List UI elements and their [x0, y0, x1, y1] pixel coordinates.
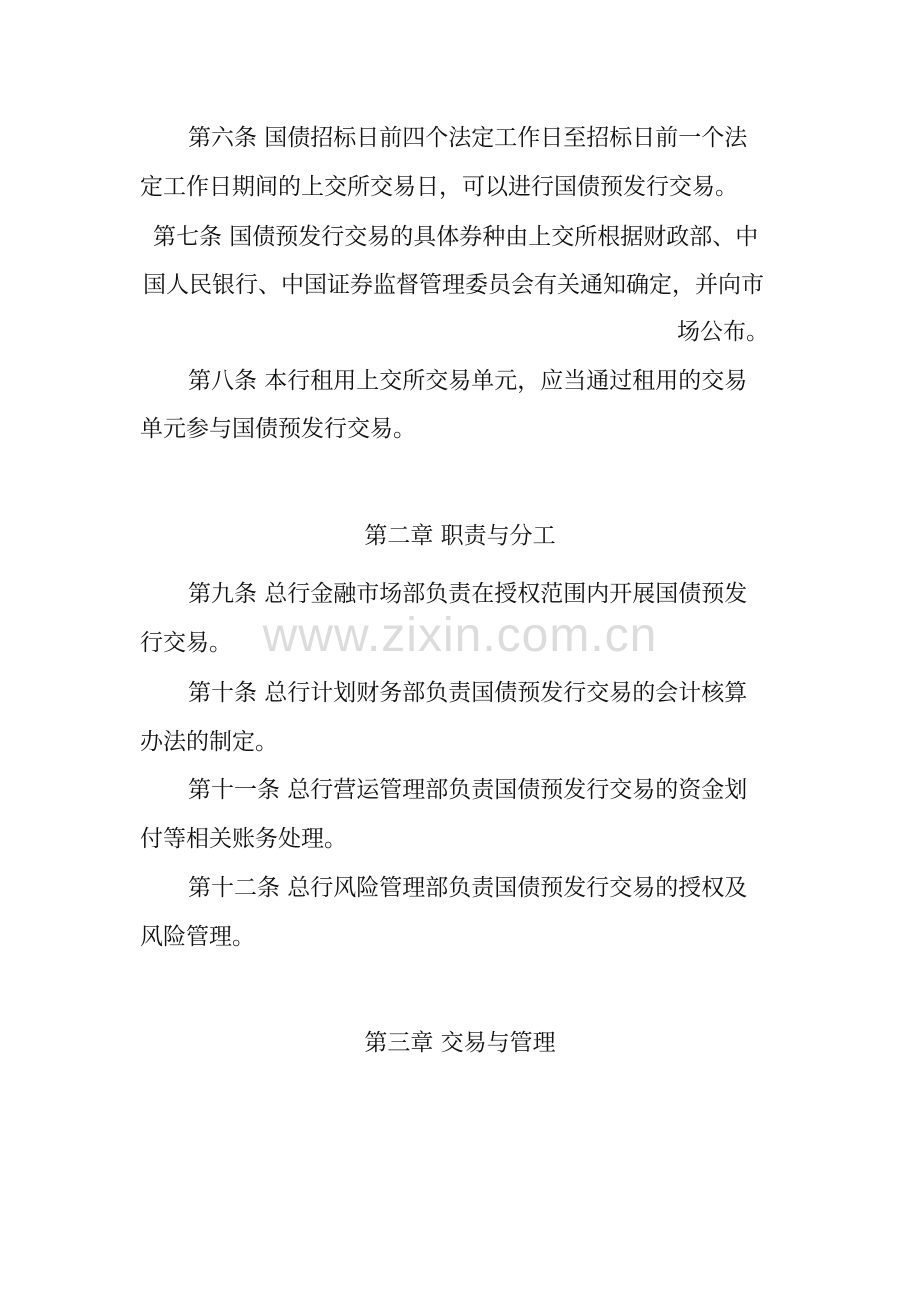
chapter-2-heading: 第二章 职责与分工: [364, 523, 556, 549]
article-11-line-1: 第十一条 总行营运管理部负责国债预发行交易的资金划: [188, 777, 748, 803]
article-11-line-2: 付等相关账务处理。: [140, 826, 347, 852]
article-10-line-1: 第十条 总行计划财务部负责国债预发行交易的会计核算: [188, 680, 748, 706]
article-6-line-2: 定工作日期间的上交所交易日，可以进行国债预发行交易。: [140, 174, 738, 200]
article-12-line-1: 第十二条 总行风险管理部负责国债预发行交易的授权及: [188, 875, 748, 901]
watermark: www.zixin.com.cn: [262, 609, 658, 662]
article-6-line-1: 第六条 国债招标日前四个法定工作日至招标日前一个法: [188, 125, 748, 151]
article-7-line-2: 国人民银行、中国证券监督管理委员会有关通知确定，并向市: [143, 272, 764, 298]
article-7-line-3: 场公布。: [677, 319, 769, 345]
article-12-line-2: 风险管理。: [140, 924, 255, 950]
article-9-line-2: 行交易。: [140, 630, 232, 656]
article-7-line-1: 第七条 国债预发行交易的具体券种由上交所根据财政部、中: [153, 224, 759, 250]
article-8-line-1: 第八条 本行租用上交所交易单元，应当通过租用的交易: [188, 368, 748, 394]
chapter-3-heading: 第三章 交易与管理: [364, 1030, 556, 1056]
article-9-line-1: 第九条 总行金融市场部负责在授权范围内开展国债预发: [188, 581, 748, 607]
article-8-line-2: 单元参与国债预发行交易。: [140, 416, 416, 442]
article-10-line-2: 办法的制定。: [140, 729, 278, 755]
